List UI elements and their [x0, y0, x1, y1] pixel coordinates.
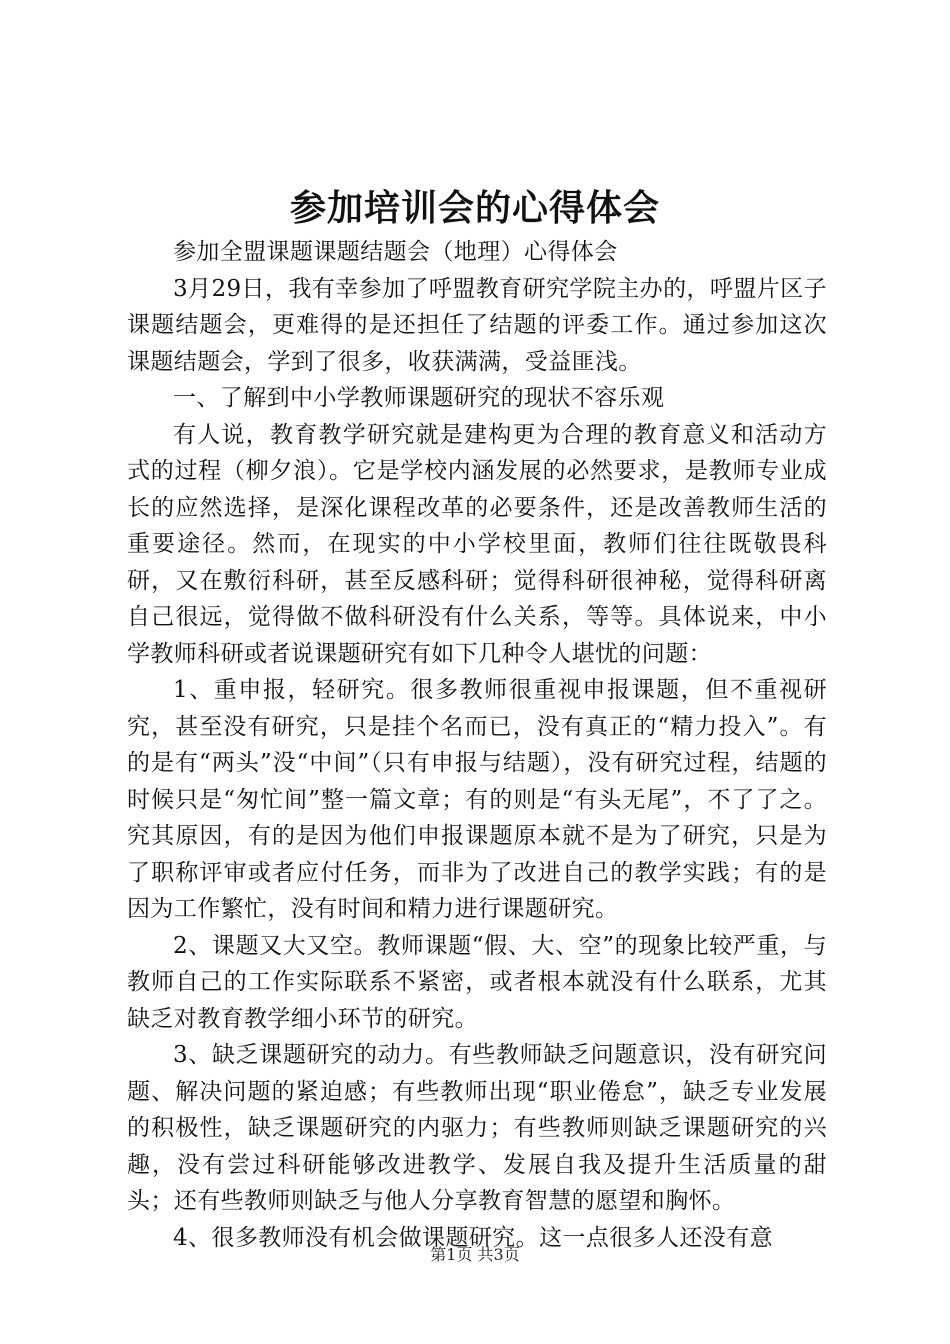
list-item: 4、很多教师没有机会做课题研究。这一点很多人还没有意 — [173, 1224, 774, 1251]
section-heading: 一、了解到中小学教师课题研究的现状不容乐观 — [173, 385, 665, 411]
list-item: 1、重申报，轻研究。很多教师很重视申报课题，但不重视研究，甚至没有研究，只是挂个名而已，没有真正的“精力投入”。有的是有“两头”没“中间”（只有申报与结题），没有研究过程，结题的时候只是“匆忙间”整一篇文章；有的则是“有头无尾”，不了了之。究其原因，有的是因为他们申报课题原本就不是为了研究，只是为了职称评审或者应付任务，而非为了改进自己的教学实践；有的是因为工作繁忙，没有时间和精力进行课题研究。 — [127, 677, 827, 922]
body-paragraph: 有人说，教育教学研究就是建构更为合理的教育意义和活动方式的过程（柳夕浪）。它是学校内涵发展的必然要求，是教师专业成长的应然选择，是深化课程改革的必要条件，还是改善教师生活的重要途径。然而，在现实的中小学校里面，教师们往往既敬畏科研，又在敷衍科研，甚至反感科研；觉得科研很神秘，觉得科研离自己很远，觉得做不做科研没有什么关系，等等。具体说来，中小学教师科研或者说课题研究有如下几种令人堪忧的问题： — [127, 421, 827, 667]
document-body — [127, 234, 827, 1256]
list-item: 2、课题又大又空。教师课题“假、大、空”的现象比较严重，与教师自己的工作实际联系不紧密，或者根本就没有什么联系，尤其缺乏对教育教学细小环节的研究。 — [127, 932, 827, 1032]
subtitle-paragraph: 参加全盟课题课题结题会（地理）心得体会 — [173, 239, 618, 265]
page-title: 参加培训会的心得体会 — [289, 187, 660, 229]
list-item: 3、缺乏课题研究的动力。有些教师缺乏问题意识，没有研究问题、解决问题的紧迫感；有些教师出现“职业倦怠”，缺乏专业发展的积极性，缺乏课题研究的内驱力；有些教师则缺乏课题研究的兴趣，没有尝过科研能够改进教学、发展自我及提升生活质量的甜头；还有些教师则缺乏与他人分享教育智慧的愿望和胸怀。 — [127, 1042, 827, 1214]
body-paragraph: 3月29日，我有幸参加了呼盟教育研究学院主办的，呼盟片区子课题结题会，更难得的是还担任了结题的评委工作。通过参加这次课题结题会，学到了很多，收获满满，受益匪浅。 — [127, 275, 827, 375]
page-number-footer: 第1页 共3页 — [430, 1245, 520, 1264]
